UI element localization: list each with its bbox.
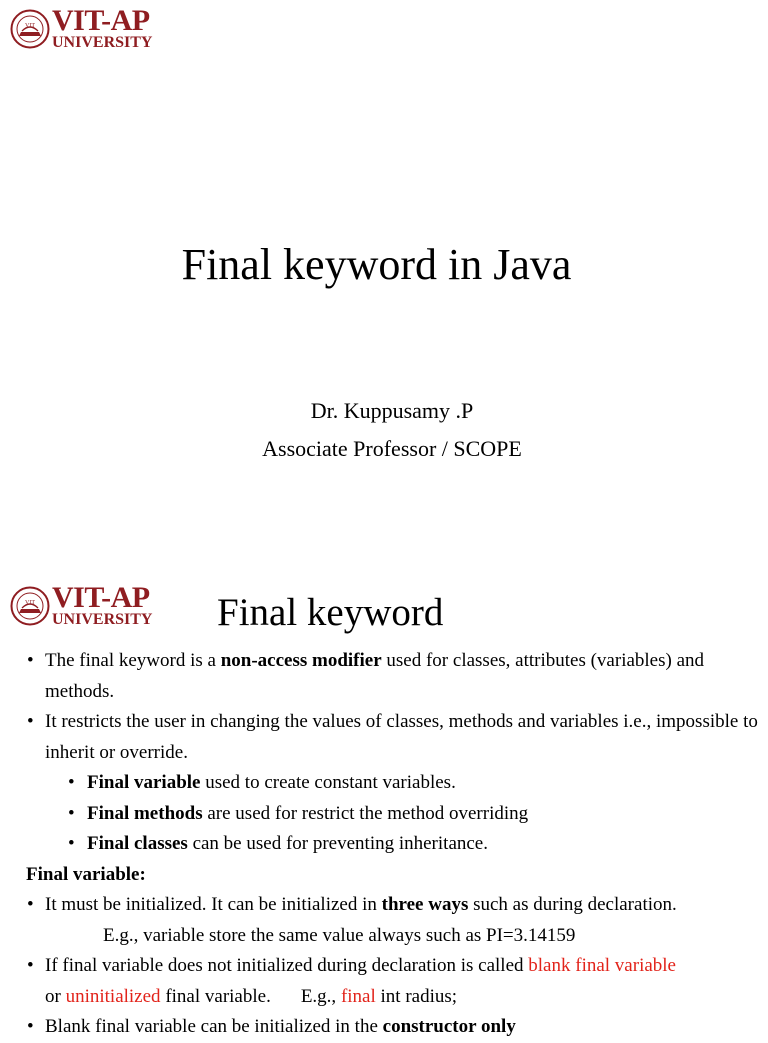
sub-bullet-final-variable: • Final variable used to create constant variables. <box>26 768 761 799</box>
bullet-constructor: • Blank final variable can be initialized in the constructor only <box>26 1012 761 1043</box>
sub-bullet-final-classes: • Final classes can be used for preventing inheritance. <box>26 829 761 860</box>
logo-brand: VIT-AP <box>52 581 150 614</box>
university-logo <box>10 583 152 628</box>
author-role: Associate Professor / SCOPE <box>262 436 522 461</box>
slide-title: Final keyword in Java <box>181 240 572 289</box>
logo-subtitle: UNIVERSITY <box>52 34 153 51</box>
bullet-non-access-modifier: • The final keyword is a non-access modifier used for classes, attributes (variables) and methods. <box>26 646 761 707</box>
section-title: Final keyword <box>217 591 444 634</box>
logo-subtitle: UNIVERSITY <box>52 611 153 628</box>
slide-content <box>26 646 761 1043</box>
example-line: E.g., variable store the same value always such as PI=3.14159 <box>103 924 576 946</box>
university-seal-icon <box>10 9 50 49</box>
university-seal-icon <box>10 586 50 626</box>
bullet-initialized: • It must be initialized. It can be initialized in three ways such as during declaration. <box>26 890 761 921</box>
section-heading-final-variable: Final variable: <box>26 863 146 885</box>
bullet-restricts: • It restricts the user in changing the values of classes, methods and variables i.e., impossible to inherit or override. <box>26 707 761 768</box>
sub-bullet-final-methods: • Final methods are used for restrict the method overriding <box>26 799 761 830</box>
logo-brand: VIT-AP <box>52 4 150 37</box>
svg-text:VIT: VIT <box>25 22 35 29</box>
svg-text:VIT: VIT <box>25 599 35 606</box>
university-logo <box>10 6 152 51</box>
author-name: Dr. Kuppusamy .P <box>310 398 474 423</box>
bullet-blank-final: • If final variable does not initialized during declaration is called blank final variable or uninitialized final variable. E.g., final int radius; <box>26 951 761 1012</box>
